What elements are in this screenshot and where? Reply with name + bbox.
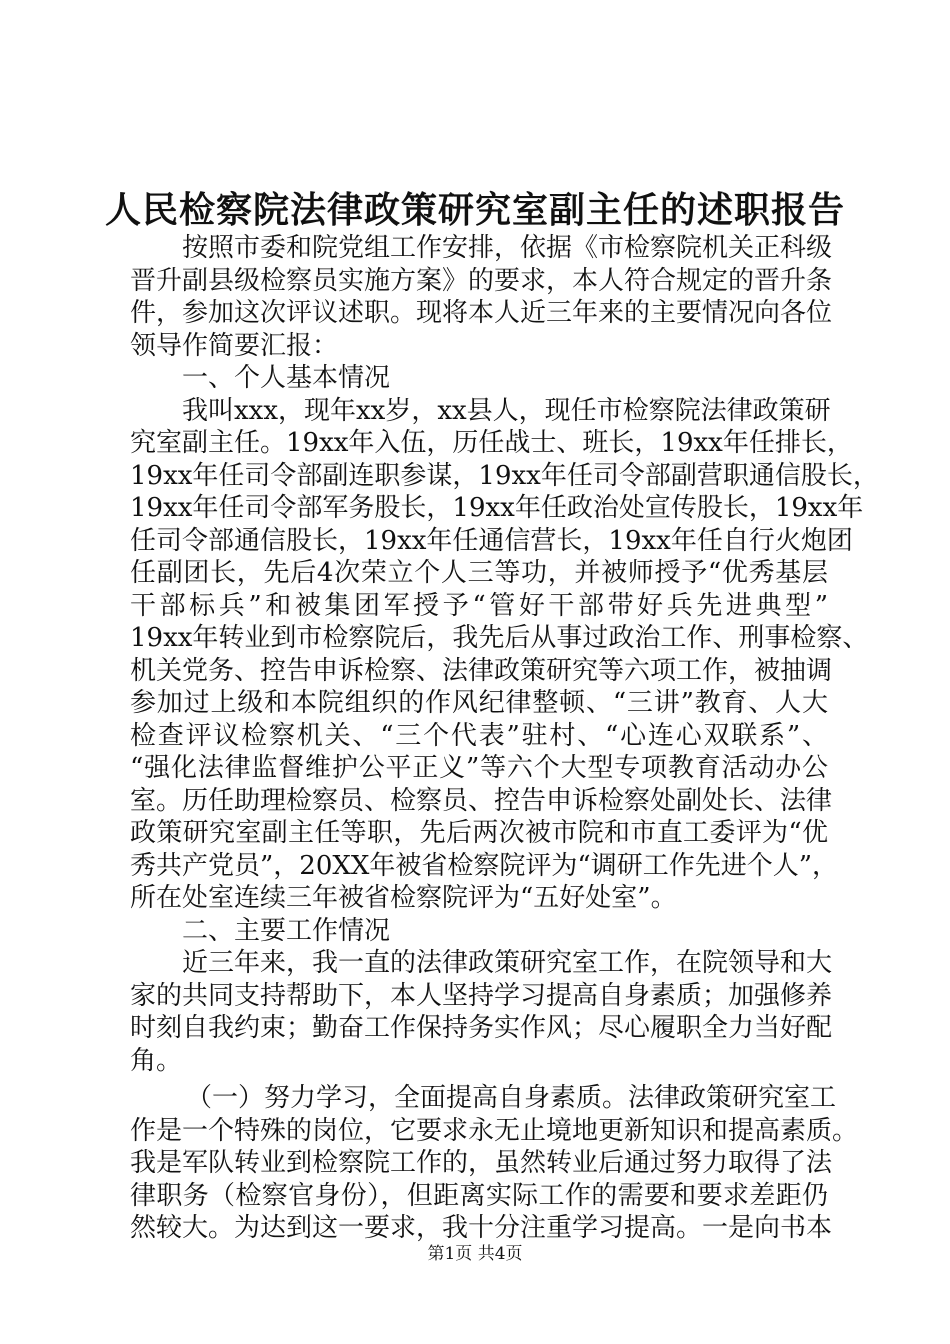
paragraph-line: 所在处室连续三年被省检察院评为“五好处室”。 xyxy=(130,883,677,913)
paragraph-line: 作是一个特殊的岗位，它要求永无止境地更新知识和提高素质。 xyxy=(130,1115,859,1146)
paragraph-line: 秀共产党员”，20XX年被省检察院评为“调研工作先进个人”， xyxy=(130,850,838,881)
paragraph-line: 任副团长，先后4次荣立个人三等功，并被师授予“优秀基层 xyxy=(130,558,828,588)
paragraph-line: 室。历任助理检察员、检察员、控告申诉检察处副处长、法律 xyxy=(130,785,833,816)
paragraph-line: 干部标兵”和被集团军授予“管好干部带好兵先进典型” xyxy=(130,590,828,621)
paragraph-line: 家的共同支持帮助下，本人坚持学习提高自身素质；加强修养 xyxy=(130,980,833,1011)
paragraph-line: “强化法律监督维护公平正义”等六个大型专项教育活动办公 xyxy=(130,753,828,783)
page-number: 第1页 共4页 xyxy=(427,1244,523,1264)
paragraph-line: 件，参加这次评议述职。现将本人近三年来的主要情况向各位 xyxy=(130,298,833,328)
paragraph-line: 我叫xxx，现年xx岁，xx县人，现任市检察院法律政策研 xyxy=(182,395,831,426)
paragraph-line: 时刻自我约束；勤奋工作保持务实作风；尽心履职全力当好配 xyxy=(130,1013,833,1043)
paragraph-line: 晋升副县级检察员实施方案》的要求，本人符合规定的晋升条 xyxy=(130,265,833,296)
paragraph-line: 按照市委和院党组工作安排，依据《市检察院机关正科级 xyxy=(182,233,833,263)
paragraph-line: 政策研究室副主任等职，先后两次被市院和市直工委评为“优 xyxy=(130,818,828,848)
paragraph-line: 我是军队转业到检察院工作的，虽然转业后通过努力取得了法 xyxy=(130,1148,833,1178)
document-title: 人民检察院法律政策研究室副主任的述职报告 xyxy=(104,189,845,231)
paragraph-line: 然较大。为达到这一要求，我十分注重学习提高。一是向书本 xyxy=(130,1213,833,1243)
paragraph-line: 领导作简要汇报： xyxy=(130,330,339,361)
paragraph-line: 角。 xyxy=(130,1045,183,1076)
document-body xyxy=(130,232,879,1245)
section-heading: 一、个人基本情况 xyxy=(182,363,391,393)
paragraph-line: 19xx年任司令部副连职参谋，19xx年任司令部副营职通信股长， xyxy=(130,460,879,491)
section-heading: 二、主要工作情况 xyxy=(182,915,391,946)
paragraph-line: （一）努力学习，全面提高自身素质。法律政策研究室工 xyxy=(186,1083,837,1113)
paragraph-line: 近三年来，我一直的法律政策研究室工作，在院领导和大 xyxy=(182,948,833,978)
paragraph-line: 任司令部通信股长，19xx年任通信营长，19xx年任自行火炮团 xyxy=(130,525,853,556)
paragraph-line: 律职务（检察官身份），但距离实际工作的需要和要求差距仍 xyxy=(130,1180,828,1211)
paragraph-line: 检查评议检察机关、“三个代表”驻村、“心连心双联系”、 xyxy=(130,720,828,751)
paragraph-line: 19xx年任司令部军务股长，19xx年任政治处宣传股长，19xx年 xyxy=(130,493,864,523)
paragraph-line: 参加过上级和本院组织的作风纪律整顿、“三讲”教育、人大 xyxy=(130,688,828,718)
paragraph-line: 19xx年转业到市检察院后，我先后从事过政治工作、刑事检察、 xyxy=(130,623,869,653)
paragraph-line: 究室副主任。19xx年入伍，历任战士、班长，19xx年任排长， xyxy=(130,428,853,458)
paragraph-line: 机关党务、控告申诉检察、法律政策研究等六项工作，被抽调 xyxy=(130,655,833,686)
